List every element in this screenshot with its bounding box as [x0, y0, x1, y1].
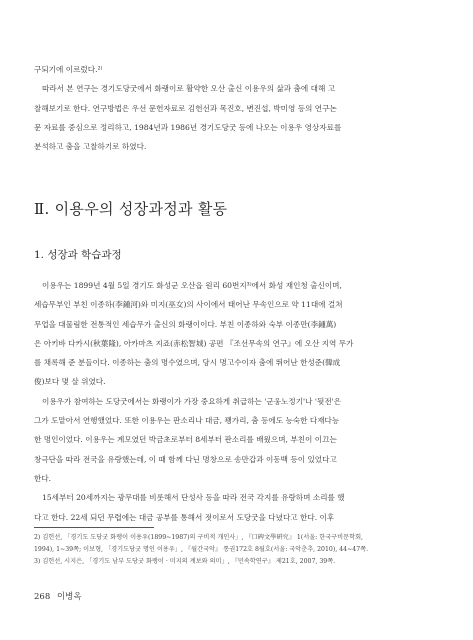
- text-line: 무업을 대물림한 전통적인 세습무가 출신의 화랭이이다. 부친 이종하와 숙부 이종만(李鍾萬): [34, 319, 337, 329]
- text-line: 따라서 본 연구는 경기도당굿에서 화랭이로 활약한 오산 출신 이용우의 삶과 춤에 대해 고: [42, 84, 336, 94]
- text-line: 를 채록해 준 분들이다. 이종하는 춤의 명수였으며, 당시 명고수이자 춤에 뛰어난 한성준(韓成: [34, 358, 341, 368]
- footnote-3: [34, 556, 444, 568]
- footnote-2: [34, 532, 444, 555]
- text-line: 한다.: [34, 473, 52, 483]
- body-text: [34, 276, 444, 527]
- chapter-title: Ⅱ. 이용우의 성장과정과 활동: [34, 200, 228, 218]
- text-line: 다고 한다. 22세 되던 무렵에는 대금 공부를 통해서 젓이로서 도당굿을 다녔다고 한다. 이후: [34, 512, 335, 522]
- text-line: 15세부터 20세까지는 광무대를 비롯해서 단성사 등을 따라 전국 각지를 유랑하며 소리를 했: [42, 493, 345, 503]
- intro-paragraph: [34, 60, 444, 156]
- text-line: 세습무부인 부친 이종하(李鍾河)와 미지(巫女)의 사이에서 태어난 무속인으로 약 11대에 걸쳐: [34, 300, 343, 310]
- footnote-line: 3) 김헌선, 시지은, 「경기도 남부 도당굿 화랭이 · 미지의 계보와 의미」, 『민속학연구』 제21호, 2007, 39쪽.: [34, 558, 336, 565]
- footnote-line: 1994), 1~39쪽; 이보형, 「경기도당굿 명인 이용우」, 『월간국악』 통권172호 8월호(서울: 국악춘추, 2010), 44~47쪽.: [34, 545, 369, 553]
- text-line: 이용우는 1899년 4월 5일 경기도 화성군 오산읍 원리 60번지³⁾에서 화성 재인청 출신이며,: [42, 281, 342, 290]
- text-line: 창극단을 따라 전국을 유랑했는데, 이 때 함께 다닌 명창으로 송만갑과 이동백 등이 있었다고: [34, 454, 337, 464]
- text-line: 俊)보다 몇 살 위였다.: [34, 377, 106, 387]
- text-line: 그가 도맡아서 연행했었다. 또한 이용우는 판소리나 대금, 꽹가리, 춤 등에도 능숙한 다재다능: [34, 416, 340, 426]
- text-line: 문 자료를 중심으로 정리하고, 1984년과 1986년 경기도당굿 등에 나오는 이용우 영상자료를: [34, 122, 342, 132]
- text-line: 이용우가 참여하는 도당굿에서는 화랭이가 가장 중요하게 취급하는 '군웅노정기'나 '뒷전'은: [42, 396, 342, 406]
- text-line: 은 아키바 다카시(秋葉隆), 아카마츠 지죠(赤松智城) 공편 『조선무속의 연구』에 오산 지역 무가: [34, 338, 354, 348]
- text-line: 찰해보기로 한다. 연구방법은 우선 문헌자료로 김헌선과 목진호, 변진섭, 박미영 등의 연구논: [34, 103, 337, 113]
- text-line: 구되기에 이르렀다.²⁾: [34, 65, 103, 74]
- footnote-line: 2) 김헌선, 「경기도 도당굿 화랭이 이용우(1899~1987)의 구비적 개인사」, 『口碑文學硏究』 1(서울: 한국구비문학회,: [34, 534, 364, 541]
- page-footer: [34, 590, 82, 602]
- footnote-divider: [34, 527, 154, 528]
- text-line: 한 명인이었다. 이용우는 계모였던 박금초로부터 8세부터 판소리를 배웠으며, 부친이 이끄는: [34, 435, 337, 445]
- text-line: 분석하고 춤을 고찰하기로 하였다.: [34, 142, 147, 152]
- page-number: 268: [34, 592, 51, 602]
- running-author: 이병옥: [56, 592, 82, 602]
- section-title: 1. 성장과 학습과정: [34, 249, 122, 261]
